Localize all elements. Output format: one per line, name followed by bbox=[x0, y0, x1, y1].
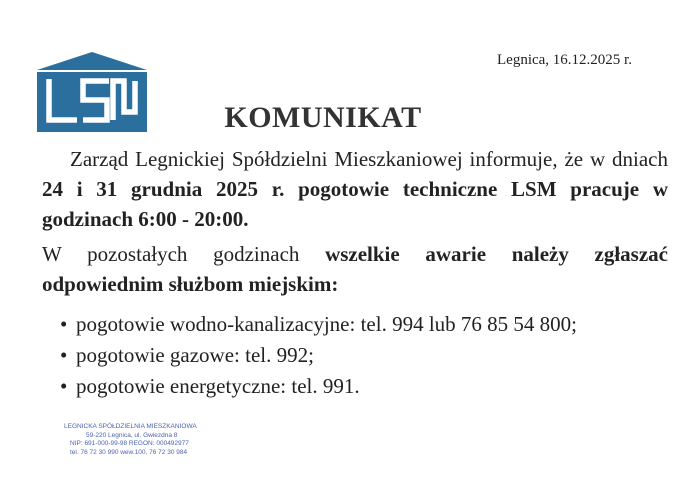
stamp-line-name: LEGNICKA SPÓŁDZIELNIA MIESZKANIOWA bbox=[64, 423, 197, 430]
paragraph-schedule bbox=[42, 144, 668, 234]
paragraph-emergency bbox=[42, 239, 668, 299]
document-title: KOMUNIKAT bbox=[224, 101, 422, 134]
stamp-line-address: 59-220 Legnica, ul. Gwiezdna 8 bbox=[86, 431, 178, 439]
list-item-energy: • pogotowie energetyczne: tel. 991. bbox=[60, 371, 577, 402]
stamp-line-phone: tel. 76 72 30 990 wew.100, 76 72 30 984 bbox=[70, 448, 188, 456]
paragraph-emergency-text: W pozostałych godzinach bbox=[42, 242, 326, 266]
paragraph-emergency-bold: wszelkie awarie należy zgłaszać odpowiednim służbom miejskim: bbox=[42, 242, 668, 296]
document-date: Legnica, 16.12.2025 r. bbox=[497, 52, 632, 68]
list-item-gas: • pogotowie gazowe: tel. 992; bbox=[60, 340, 577, 371]
announcement-body bbox=[42, 144, 668, 299]
emergency-contacts-list bbox=[60, 309, 577, 402]
company-stamp bbox=[64, 423, 264, 457]
stamp-line-ids: NIP: 691-000-99-98 REGON: 000492977 bbox=[70, 440, 189, 447]
paragraph-schedule-bold: 24 i 31 grudnia 2025 r. pogotowie techniczne LSM pracuje w godzinach 6:00 - 20:00. bbox=[42, 177, 668, 231]
paragraph-schedule-text: Zarząd Legnickiej Spółdzielni Mieszkaniowej informuje, że w dniach bbox=[70, 147, 668, 171]
list-item-water: • pogotowie wodno-kanalizacyjne: tel. 994 lub 76 85 54 800; bbox=[60, 309, 577, 340]
